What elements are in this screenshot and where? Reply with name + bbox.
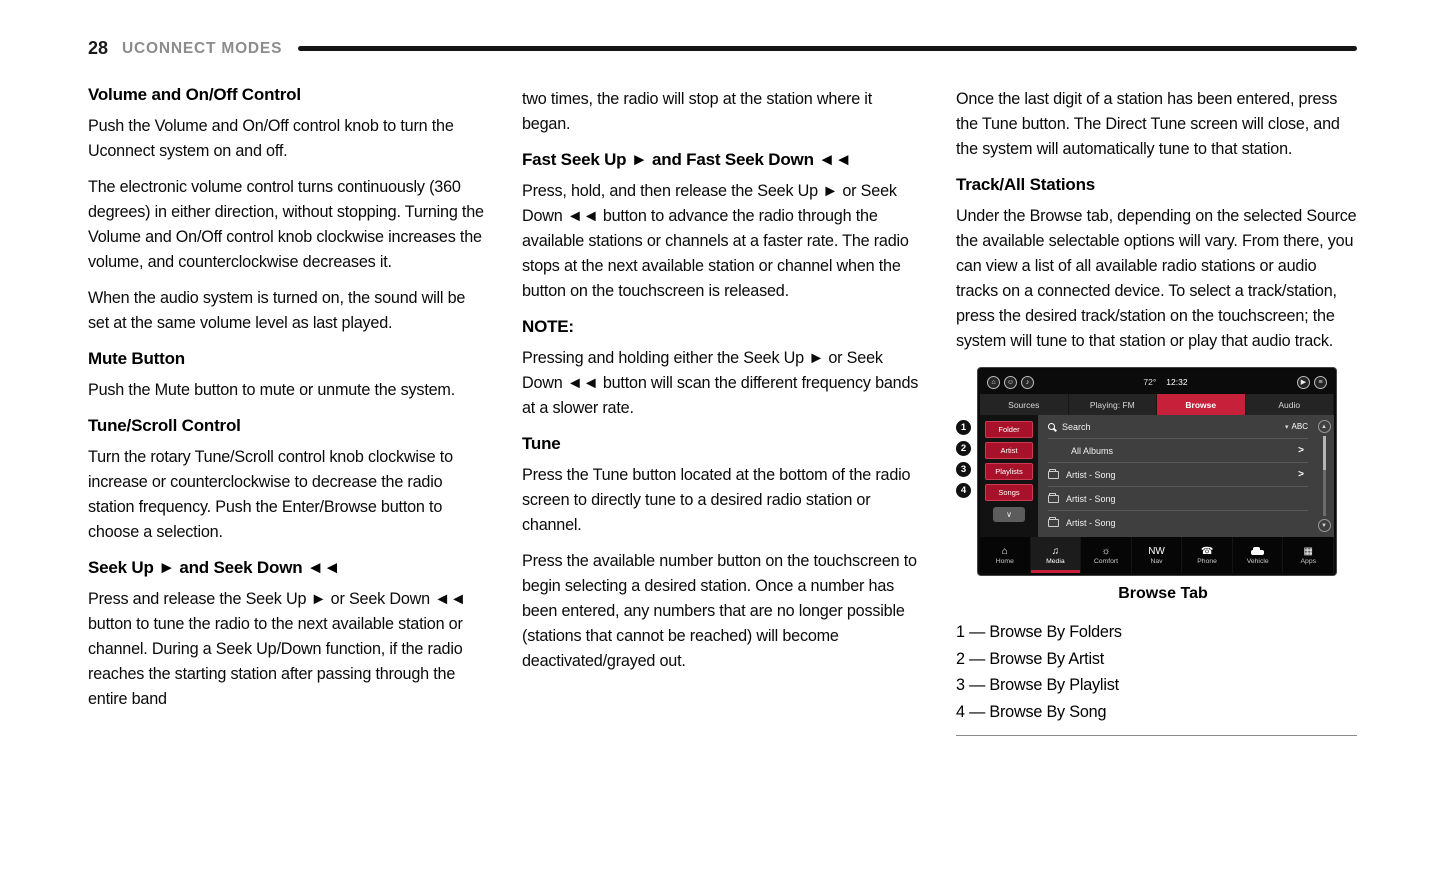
heading-fast-seek: Fast Seek Up ► and Fast Seek Down ◄◄ <box>522 150 852 169</box>
paragraph: The electronic volume control turns continuously (360 degrees) in either direction, without stopping. Turning the Volume and On/Off control knob clockwise increases the volume, and counterclockwise decreases it. <box>88 178 484 271</box>
nav-item-home <box>980 537 1031 573</box>
list-item <box>1048 439 1308 463</box>
sort-abc-button <box>1285 422 1308 431</box>
nav-label: Phone <box>1197 557 1217 565</box>
paragraph: Under the Browse tab, depending on the selected Source the available selectable options will vary. From there, you can view a list of all available radio stations or audio tracks on a connected device. To select a track/station, press the desired track/station on the touchscreen; the system will tune to that station or play that audio track. <box>956 207 1357 350</box>
status-bar <box>980 370 1334 394</box>
phone-nav-icon: ☎ <box>1200 545 1214 557</box>
uconnect-browse-figure <box>956 368 1338 603</box>
folder-icon <box>1048 519 1059 527</box>
media-shortcut-icon: ▶ <box>1297 376 1310 389</box>
header-rule <box>298 46 1357 51</box>
nav-item-media <box>1031 537 1082 573</box>
column-3 <box>956 85 1357 736</box>
paragraph: Pressing and holding either the Seek Up ► or Seek Down ◄◄ button will scan the different frequency bands at a slower rate. <box>522 349 919 417</box>
legend-item: 3 — Browse By Playlist <box>956 676 1119 694</box>
list-item <box>1048 463 1308 487</box>
scrollbar <box>1314 415 1334 537</box>
nav-item-comfort <box>1081 537 1132 573</box>
home-icon: ⌂ <box>987 376 1000 389</box>
nav-label: Home <box>995 557 1014 565</box>
home-nav-icon: ⌂ <box>1001 545 1008 557</box>
browse-list <box>1038 415 1314 537</box>
sidebar-item-folder: Folder <box>985 421 1033 438</box>
figure-caption: Browse Tab <box>1118 585 1208 602</box>
nav-label: Apps <box>1300 557 1316 565</box>
chevron-right-icon: > <box>1298 469 1304 480</box>
paragraph: Once the last digit of a station has been entered, press the Tune button. The Direct Tune screen will close, and the system will automatically tune to that station. <box>956 90 1340 158</box>
search-icon <box>1048 423 1055 430</box>
nav-item-phone <box>1182 537 1233 573</box>
paragraph: Push the Volume and On/Off control knob to turn the Uconnect system on and off. <box>88 117 454 160</box>
bottom-nav-bar <box>980 537 1334 573</box>
status-center <box>1038 377 1293 387</box>
heading-tune-scroll: Tune/Scroll Control <box>88 416 241 435</box>
folder-icon <box>1048 495 1059 503</box>
heading-track-all-stations: Track/All Stations <box>956 175 1096 194</box>
list-item-label: Artist - Song <box>1066 518 1116 528</box>
compass-nw-icon: NW <box>1148 545 1165 557</box>
tab-sources: Sources <box>980 394 1069 415</box>
sort-label: ABC <box>1291 422 1308 431</box>
tab-audio: Audio <box>1246 394 1335 415</box>
paragraph: Press, hold, and then release the Seek Up ► or Seek Down ◄◄ button to advance the radio through the available stations or channels at a faster rate. The radio stops at the next available station or channel when the button on the touchscreen is released. <box>522 182 909 300</box>
status-left-icons <box>987 376 1038 389</box>
page-number: 28 <box>88 38 109 58</box>
nav-item-vehicle <box>1233 537 1284 573</box>
temperature-readout: 72° <box>1143 377 1157 387</box>
status-right-icons <box>1293 376 1327 389</box>
list-item-label: Artist - Song <box>1066 493 1116 504</box>
text-columns <box>88 85 1357 736</box>
browse-body <box>980 415 1334 537</box>
clock-readout: 12:32 <box>1166 377 1188 387</box>
menu-icon: ≡ <box>1314 376 1327 389</box>
callout-4: 4 <box>956 483 971 498</box>
sidebar-item-playlists: Playlists <box>985 463 1033 480</box>
callout-legend <box>956 619 1357 736</box>
callout-2: 2 <box>956 441 971 456</box>
column-2 <box>522 85 923 736</box>
legend-rule <box>956 735 1357 736</box>
scroll-thumb <box>1323 436 1326 470</box>
browse-sidebar <box>980 415 1038 537</box>
nav-label: Nav <box>1150 557 1163 565</box>
legend-item: 4 — Browse By Song <box>956 702 1107 721</box>
tab-bar <box>980 394 1334 415</box>
paragraph: Press the available number button on the touchscreen to begin selecting a desired station. Once a number has been entered, any numbers that are no longer possible (stations that cannot be reached) will become deactivated/grayed out. <box>522 552 917 670</box>
legend-item: 2 — Browse By Artist <box>956 649 1105 668</box>
nav-item-apps <box>1283 537 1334 573</box>
section-title: UCONNECT MODES <box>122 39 283 57</box>
list-item <box>1048 511 1308 535</box>
paragraph: two times, the radio will stop at the station where it began. <box>522 90 872 133</box>
column-1 <box>88 85 489 736</box>
heading-tune: Tune <box>522 434 561 453</box>
nav-label: Media <box>1046 557 1065 565</box>
sidebar-item-artist: Artist <box>985 442 1033 459</box>
widgets-icon: ♪ <box>1021 376 1034 389</box>
list-item-label: All Albums <box>1071 445 1114 456</box>
heading-seek: Seek Up ► and Seek Down ◄◄ <box>88 558 341 577</box>
sidebar-item-songs: Songs <box>985 484 1033 501</box>
radio-screen <box>978 368 1336 575</box>
list-item <box>1048 487 1308 511</box>
scroll-down-icon: ▼ <box>1318 519 1331 532</box>
page-header <box>88 38 1357 59</box>
paragraph: Press the Tune button located at the bottom of the radio screen to directly tune to a desired radio station or channel. <box>522 466 911 534</box>
profile-icon: ☺ <box>1004 376 1017 389</box>
search-label: Search <box>1062 421 1091 432</box>
comfort-nav-icon: ☼ <box>1101 545 1111 557</box>
tab-browse: Browse <box>1157 394 1246 415</box>
search-row <box>1048 415 1308 439</box>
paragraph: Press and release the Seek Up ► or Seek Down ◄◄ button to tune the radio to the next available station or channel. During a Seek Up/Down function, if the radio reaches the starting station after passing through the entire band <box>88 590 466 708</box>
filter-icon: ▾ <box>1285 423 1289 431</box>
paragraph: Turn the rotary Tune/Scroll control knob clockwise to increase or counterclockwise to decrease the radio station frequency. Push the Enter/Browse button to choose a selection. <box>88 448 453 541</box>
heading-mute-button: Mute Button <box>88 349 185 368</box>
nav-label: Vehicle <box>1246 557 1269 565</box>
list-item-label: Artist - Song <box>1066 469 1116 480</box>
nav-item-nav <box>1132 537 1183 573</box>
scroll-up-icon: ▲ <box>1318 420 1331 433</box>
heading-note: NOTE: <box>522 317 574 336</box>
callout-1: 1 <box>956 420 971 435</box>
tab-playing-fm: Playing: FM <box>1069 394 1158 415</box>
folder-icon <box>1048 471 1059 479</box>
heading-volume-control: Volume and On/Off Control <box>88 85 301 104</box>
paragraph: Push the Mute button to mute or unmute the system. <box>88 381 456 399</box>
vehicle-nav-icon <box>1251 550 1264 555</box>
scroll-track <box>1323 436 1326 516</box>
callout-3: 3 <box>956 462 971 477</box>
legend-item: 1 — Browse By Folders <box>956 623 1122 641</box>
nav-label: Comfort <box>1093 557 1119 565</box>
sidebar-more-button: ∨ <box>993 507 1025 522</box>
paragraph: When the audio system is turned on, the sound will be set at the same volume level as last played. <box>88 289 466 332</box>
chevron-right-icon: > <box>1298 445 1304 456</box>
apps-nav-icon: ▦ <box>1303 545 1313 557</box>
media-nav-icon: ♫ <box>1051 545 1060 557</box>
